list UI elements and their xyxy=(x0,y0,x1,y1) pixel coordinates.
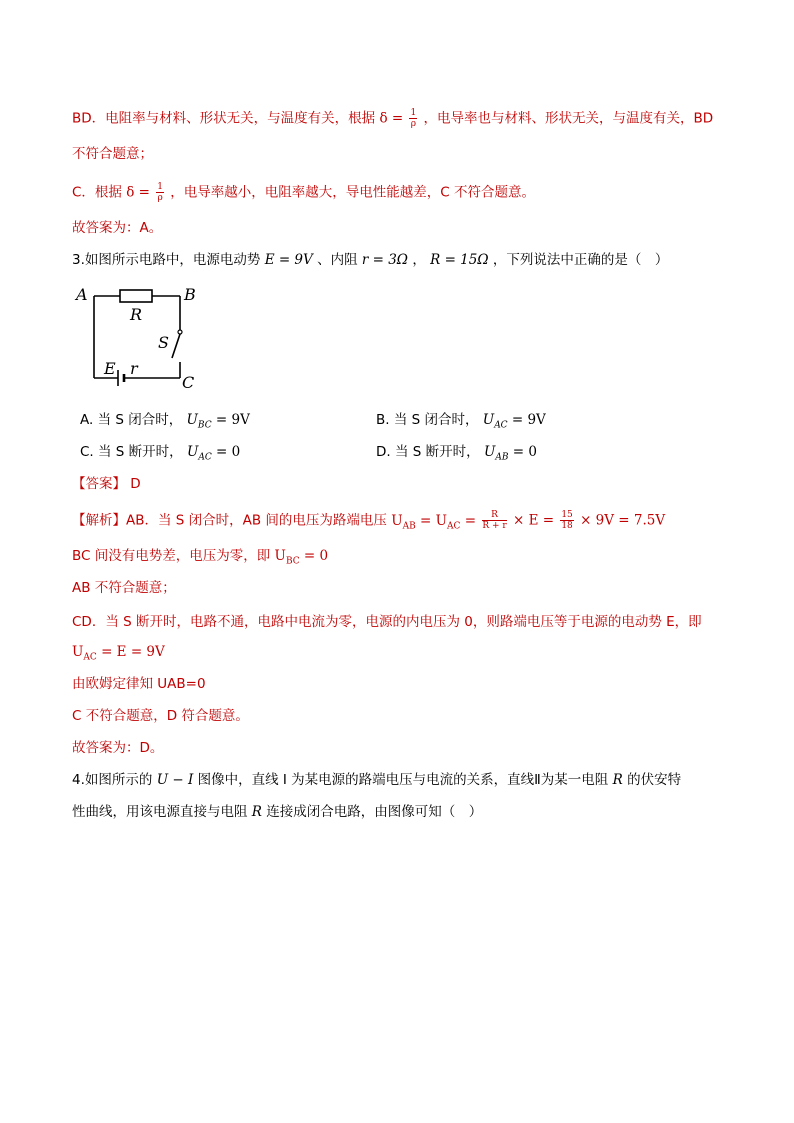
c-formula-delta: δ = xyxy=(126,184,150,201)
q3-final-answer: 故答案为：D。 xyxy=(72,740,164,756)
analysis-text-1: AB．当 S 闭合时，AB 间的电压为路端电压 xyxy=(126,512,387,529)
c-text-1: C．根据 xyxy=(72,184,122,201)
q3-external-resistance: R = 15Ω xyxy=(430,252,489,268)
emf-label: E xyxy=(104,359,116,378)
analysis-formula-5: $U_{AC} = E = 9V$ xyxy=(72,644,165,663)
switch-label: S xyxy=(158,333,169,352)
option-d[interactable] xyxy=(376,442,537,468)
option-c-formula: $U_{AC} = 0$ xyxy=(186,444,241,463)
option-a-text: A. 当 S 闭合时， xyxy=(80,412,183,428)
analysis-fraction-2: $\frac{15}{18}$ xyxy=(561,510,573,531)
bd-fraction xyxy=(409,108,417,129)
analysis-line7: C 不符合题意，D 符合题意。 xyxy=(72,708,249,724)
q3-stem-c: ， xyxy=(412,252,426,268)
option-b-text: B. 当 S 闭合时， xyxy=(376,412,479,428)
analysis-formula-result: × 9V = 7.5V xyxy=(580,512,666,529)
option-a[interactable] xyxy=(80,410,250,436)
q3-internal-resistance: r = 3Ω xyxy=(361,252,409,268)
q4-r-symbol-2: R xyxy=(251,804,262,820)
option-a-formula: $U_{BC} = 9V$ xyxy=(186,412,250,431)
q4-text-1: 4.如图所示的 xyxy=(72,772,153,788)
q3-stem-b: 、内阻 xyxy=(317,252,358,268)
analysis-line3: AB 不符合题意； xyxy=(72,580,176,596)
bd-frac-den: ρ xyxy=(410,119,416,129)
bd-text-1: BD．电阻率与材料、形状无关，与温度有关，根据 xyxy=(72,110,376,127)
q4-ui-symbol: U − I xyxy=(156,772,194,788)
analysis-line1 xyxy=(72,510,665,536)
q4-text-3: 的伏安特 xyxy=(627,772,682,788)
answer-value: D xyxy=(130,476,141,492)
q3-answer xyxy=(72,474,141,494)
q4-stem-line2 xyxy=(72,802,482,822)
answer-label: 【答案】 xyxy=(72,476,126,492)
analysis-line6: 由欧姆定律知 UAB=0 xyxy=(72,676,206,692)
q4-text-5: 连接成闭合电路，由图像可知（ ） xyxy=(266,804,483,820)
analysis-formula-2: $U_{BC} = 0$ xyxy=(274,548,329,567)
c-fraction xyxy=(156,182,164,203)
circuit-diagram xyxy=(72,282,222,394)
q4-stem-line1 xyxy=(72,770,681,790)
q4-r-symbol: R xyxy=(612,772,623,788)
option-b-formula: $U_{AC} = 9V$ xyxy=(482,412,546,431)
internal-resistance-label: r xyxy=(130,359,138,378)
node-c-label: C xyxy=(182,373,195,392)
option-d-text: D. 当 S 断开时， xyxy=(376,444,480,460)
analysis-fraction-1: $\frac{R}{R + r}$ xyxy=(482,510,507,531)
analysis-line5 xyxy=(72,642,165,668)
bd-text-2: ，电导率也与材料、形状无关，与温度有关，BD xyxy=(423,110,714,127)
analysis-formula-1: $U_{AB} = U_{AC}$ = xyxy=(391,512,477,532)
q3-stem-a: 3.如图所示电路中，电源电动势 xyxy=(72,252,261,268)
node-a-label: A xyxy=(76,285,88,304)
analysis-label: 【解析】 xyxy=(72,512,126,529)
option-d-formula: $U_{AB} = 0$ xyxy=(483,444,537,463)
bd-formula-delta: δ = xyxy=(379,110,404,127)
analysis-text-2: BC 间没有电势差，电压为零，即 xyxy=(72,548,271,564)
previous-answer: 故答案为：A。 xyxy=(72,220,163,236)
c-frac-den: ρ xyxy=(157,193,163,203)
analysis-line4: CD．当 S 断开时，电路不通，电路中电流为零，电源的内电压为 0，则路端电压等于电源的电动势 E，即 xyxy=(72,614,702,630)
c-text-2: ，电导率越小，电阻率越大，导电性能越差，C 不符合题意。 xyxy=(170,184,536,201)
q4-text-4: 性曲线，用该电源直接与电阻 xyxy=(72,804,248,820)
option-b[interactable] xyxy=(376,410,546,436)
q4-text-2: 图像中，直线 Ⅰ 为某电源的路端电压与电流的关系，直线Ⅱ为某一电阻 xyxy=(197,772,609,788)
bd-explanation-line2: 不符合题意； xyxy=(72,146,153,162)
c-frac-num: 1 xyxy=(157,182,163,192)
option-c-text: C. 当 S 断开时， xyxy=(80,444,183,460)
analysis-line2 xyxy=(72,546,328,572)
c-explanation-line xyxy=(72,182,535,203)
q3-emf: E = 9V xyxy=(264,252,313,268)
node-b-label: B xyxy=(184,285,196,304)
resistor-label: R xyxy=(130,305,143,324)
option-c[interactable] xyxy=(80,442,240,468)
analysis-formula-times: × E = xyxy=(512,512,555,529)
q3-stem-d: ，下列说法中正确的是（ ） xyxy=(492,252,669,268)
bd-explanation-line1 xyxy=(72,108,713,129)
q3-stem xyxy=(72,250,668,270)
bd-frac-num: 1 xyxy=(410,108,417,118)
